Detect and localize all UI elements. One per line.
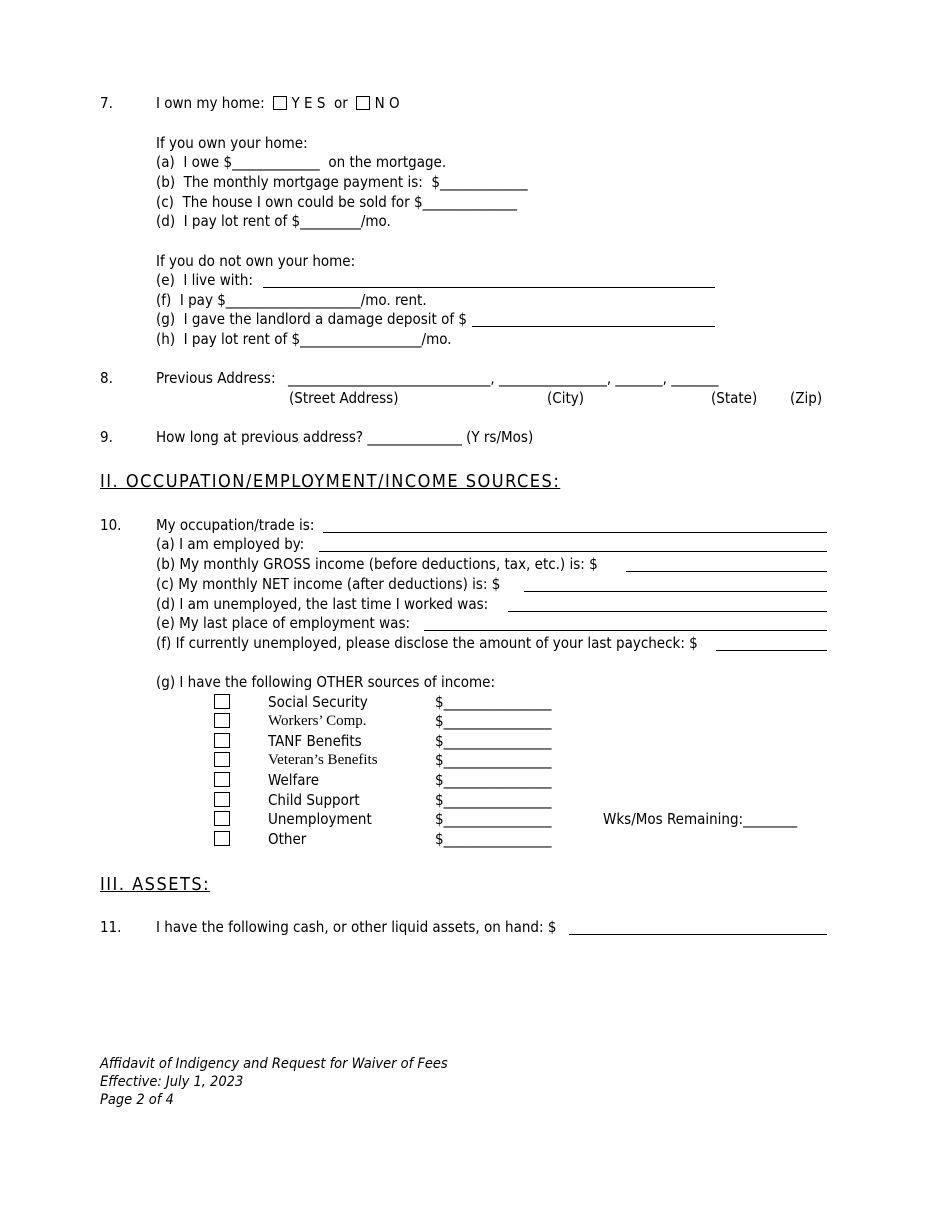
income-source-label: Other [268, 830, 307, 848]
street-address-caption: (Street Address) [289, 389, 399, 407]
yes-checkbox[interactable] [273, 96, 287, 110]
own-lot-rent-field[interactable]: (d) I pay lot rent of $_________/mo. [156, 212, 391, 230]
city-caption: (City) [547, 389, 584, 407]
income-source-amount[interactable]: $________________ [435, 791, 552, 809]
net-income-line[interactable] [524, 591, 827, 592]
income-source-amount[interactable]: $________________ [435, 693, 552, 711]
footer-effective-date: Effective: July 1, 2023 [100, 1074, 244, 1090]
previous-address-label: Previous Address: [156, 369, 276, 387]
house-value-field[interactable]: (c) The house I own could be sold for $______________ [156, 193, 518, 211]
damage-deposit-line[interactable] [472, 326, 715, 327]
income-source-label: Unemployment [268, 810, 372, 828]
occupation-label: My occupation/trade is: [156, 516, 315, 534]
q9-number: 9. [100, 428, 113, 446]
income-source-label: Child Support [268, 791, 360, 809]
last-employment-label: (e) My last place of employment was: [156, 614, 411, 632]
rent-field[interactable]: (f) I pay $____________________/mo. rent. [156, 291, 427, 309]
income-source-amount[interactable]: $________________ [435, 771, 552, 789]
income-source-label: Welfare [268, 771, 320, 789]
occupation-line[interactable] [323, 532, 827, 533]
mortgage-owed-field[interactable]: (a) I owe $_____________ on the mortgage. [156, 153, 447, 171]
no-label: N O [374, 94, 400, 112]
last-worked-label: (d) I am unemployed, the last time I worked was: [156, 595, 489, 613]
gross-income-line[interactable] [626, 571, 827, 572]
welfare-checkbox[interactable] [214, 772, 230, 787]
net-income-label: (c) My monthly NET income (after deductions) is: $ [156, 575, 501, 593]
employer-label: (a) I am employed by: [156, 535, 305, 553]
veterans-benefits-checkbox[interactable] [214, 752, 230, 767]
rent-lot-rent-field[interactable]: (h) I pay lot rent of $__________________/mo. [156, 330, 452, 348]
or-label: or [333, 94, 348, 112]
income-source-label: Social Security [268, 693, 368, 711]
income-source-amount[interactable]: $________________ [435, 712, 552, 730]
section-ii-heading: II. OCCUPATION/EMPLOYMENT/INCOME SOURCES: [100, 471, 561, 492]
footer-page-number: Page 2 of 4 [100, 1092, 174, 1108]
income-source-amount[interactable]: $________________ [435, 732, 552, 750]
employer-line[interactable] [319, 551, 827, 552]
last-worked-line[interactable] [508, 611, 827, 612]
child-support-checkbox[interactable] [214, 792, 230, 807]
q7-own-home-row [156, 94, 400, 112]
yes-label: Y E S [291, 94, 326, 112]
income-source-label: TANF Benefits [268, 732, 362, 750]
live-with-label: (e) I live with: [156, 271, 253, 289]
workers-comp-checkbox[interactable] [214, 713, 230, 728]
unemployment-checkbox[interactable] [214, 811, 230, 826]
other-income-checkbox[interactable] [214, 831, 230, 846]
income-source-amount[interactable]: $________________ [435, 830, 552, 848]
income-source-amount[interactable]: $________________ [435, 810, 552, 828]
q7-number: 7. [100, 94, 113, 112]
weeks-remaining-field[interactable]: Wks/Mos Remaining:________ [603, 810, 798, 828]
q10-number: 10. [100, 516, 122, 534]
income-source-label: Veteran’s Benefits [268, 752, 378, 768]
mortgage-payment-field[interactable]: (b) The monthly mortgage payment is: $_____________ [156, 173, 528, 191]
q7-label: I own my home: [156, 94, 265, 112]
liquid-assets-label: I have the following cash, or other liquid assets, on hand: $ [156, 918, 557, 936]
income-source-amount[interactable]: $________________ [435, 751, 552, 769]
not-own-home-heading: If you do not own your home: [156, 252, 356, 270]
previous-address-field[interactable]: ______________________________, ________________, _______, _______ [288, 369, 719, 387]
income-source-label: Workers’ Comp. [268, 713, 367, 729]
last-paycheck-label: (f) If currently unemployed, please disclose the amount of your last paycheck: $ [156, 634, 698, 652]
footer-title: Affidavit of Indigency and Request for Waiver of Fees [100, 1056, 448, 1072]
tanf-checkbox[interactable] [214, 733, 230, 748]
live-with-line[interactable] [263, 287, 715, 288]
other-income-label: (g) I have the following OTHER sources of income: [156, 673, 495, 691]
social-security-checkbox[interactable] [214, 694, 230, 709]
own-home-heading: If you own your home: [156, 134, 308, 152]
state-caption: (State) [711, 389, 758, 407]
previous-address-duration-field[interactable]: How long at previous address? ______________ (Y rs/Mos) [156, 428, 534, 446]
damage-deposit-label: (g) I gave the landlord a damage deposit of $ [156, 310, 467, 328]
liquid-assets-line[interactable] [569, 934, 827, 935]
q11-number: 11. [100, 918, 122, 936]
q8-number: 8. [100, 369, 113, 387]
zip-caption: (Zip) [790, 389, 823, 407]
no-checkbox[interactable] [356, 96, 370, 110]
last-paycheck-line[interactable] [716, 650, 827, 651]
section-iii-heading: III. ASSETS: [100, 874, 211, 895]
gross-income-label: (b) My monthly GROSS income (before deductions, tax, etc.) is: $ [156, 555, 598, 573]
last-employment-line[interactable] [424, 630, 827, 631]
